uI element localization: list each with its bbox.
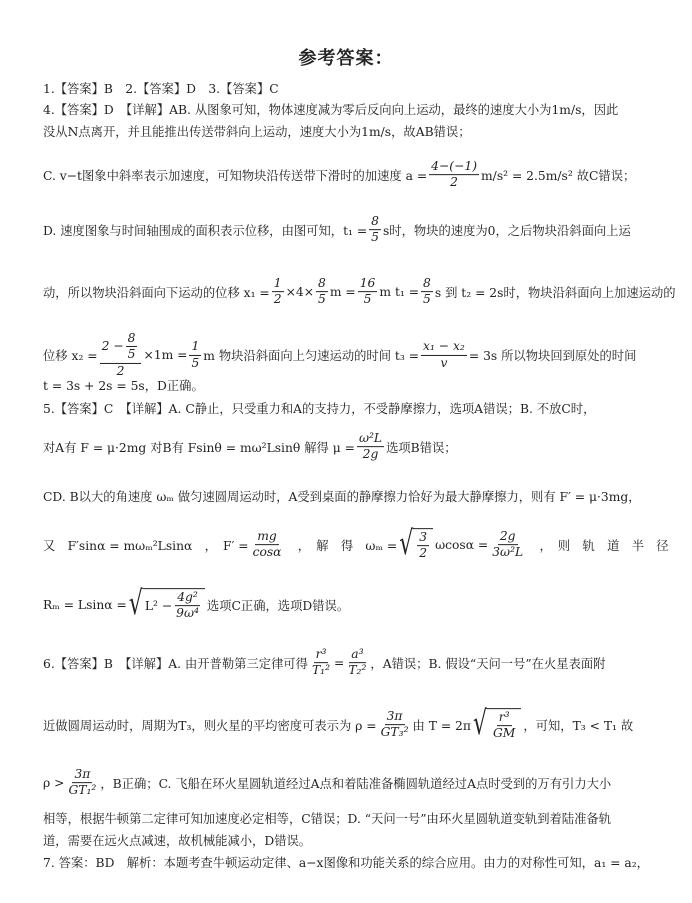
text-run: ， 解 得 ωₘ = bbox=[285, 539, 398, 553]
text-run: ×4× bbox=[285, 285, 315, 299]
fraction bbox=[369, 214, 381, 246]
text-run: 4.【答案】D 【详解】AB. 从图象可知，物体速度减为零后反向向上运动，最终的速度大小为1m/s，因此 bbox=[43, 103, 619, 117]
fraction-numerator bbox=[72, 767, 92, 783]
text-run: GT₃² bbox=[380, 725, 409, 740]
fraction-denominator bbox=[369, 231, 381, 246]
text-run: r³ bbox=[315, 647, 327, 662]
fraction-numerator bbox=[385, 709, 405, 725]
text-line bbox=[43, 376, 204, 394]
text-line bbox=[43, 831, 311, 849]
fraction-denominator bbox=[316, 293, 328, 308]
text-run: 2g bbox=[362, 447, 379, 462]
text-run: ω²L bbox=[358, 431, 383, 446]
text-line bbox=[43, 647, 605, 679]
text-run: 8 bbox=[423, 276, 431, 291]
text-run: 7. 答案：BD 解析：本题考查牛顿运动定律、a−x图像和功能关系的综合应用。由力的对称性可知，a₁ = a₂， bbox=[43, 856, 649, 870]
page-title: 参考答案： bbox=[298, 48, 394, 69]
text-run: 1 bbox=[273, 276, 282, 291]
text-run: 选项B错误； bbox=[386, 441, 457, 455]
text-run: 1.【答案】B 2.【答案】D 3.【答案】C bbox=[43, 82, 279, 96]
text-run: 近做圆周运动时，周期为T₃，则火星的平均密度可表示为 ρ = bbox=[43, 719, 377, 733]
text-run: 5 bbox=[371, 230, 379, 245]
text-run: 5.【答案】C 【详解】A. C静止，只受重力和A的支持力，不受静摩擦力，选项A错误；B. 不放C时， bbox=[43, 402, 596, 416]
text-run: 2 bbox=[419, 546, 428, 561]
fraction-numerator bbox=[357, 431, 384, 447]
text-run: m t₁ = bbox=[379, 285, 420, 299]
text-run: m 物块沿斜面向上匀速运动的时间 t₃ = bbox=[203, 348, 420, 363]
text-line bbox=[43, 79, 279, 97]
fraction bbox=[174, 590, 201, 622]
text-run: CD. B以大的角速度 ωₘ 做匀速圆周运动时，A受到桌面的静摩擦力恰好为最大静摩擦力，则有 F′ = μ·3mg， bbox=[43, 490, 641, 504]
text-line bbox=[43, 159, 635, 191]
fraction-denominator bbox=[379, 726, 411, 741]
fraction-denominator bbox=[448, 176, 460, 191]
fraction bbox=[272, 276, 284, 308]
fraction-numerator bbox=[314, 647, 329, 663]
radicand bbox=[143, 588, 205, 622]
text-run: x₁ − x₂ bbox=[423, 339, 465, 354]
radical-sign-icon: √ bbox=[128, 585, 143, 623]
fraction bbox=[490, 529, 525, 561]
fraction-denominator bbox=[251, 546, 284, 561]
text-run: 4−(−1) bbox=[431, 159, 478, 174]
text-line bbox=[43, 853, 649, 871]
fraction-numerator bbox=[417, 530, 429, 546]
text-run: 2 bbox=[116, 363, 125, 378]
text-line bbox=[43, 276, 676, 308]
fraction bbox=[346, 647, 368, 679]
text-line bbox=[43, 487, 641, 505]
fraction-denominator bbox=[361, 448, 381, 463]
square-root bbox=[472, 705, 521, 743]
text-run: s时，物块的速度为0，之后物块沿斜面向上运 bbox=[382, 224, 631, 238]
fraction-denominator bbox=[174, 607, 201, 622]
fraction-numerator bbox=[189, 339, 201, 355]
fraction-numerator bbox=[429, 159, 479, 175]
text-run: = bbox=[334, 656, 345, 670]
text-run: 2g bbox=[499, 529, 516, 544]
text-run: 9ω⁴ bbox=[176, 606, 199, 621]
text-run: m = bbox=[329, 285, 356, 299]
fraction-denominator bbox=[490, 546, 525, 561]
fraction-denominator bbox=[126, 347, 138, 362]
fraction bbox=[100, 331, 142, 379]
fraction bbox=[358, 276, 378, 308]
text-run: 动，所以物块沿斜面向下运动的位移 x₁ = bbox=[43, 286, 270, 300]
fraction-denominator bbox=[438, 355, 449, 370]
text-run: 由 T = 2π bbox=[412, 719, 471, 733]
text-run: m/s² = 2.5m/s² 故C错误； bbox=[481, 169, 636, 183]
fraction-numerator bbox=[100, 331, 142, 364]
text-line bbox=[43, 100, 618, 118]
text-run: ，可知，T₃ < T₁ 故 bbox=[523, 719, 634, 733]
text-run: 4g² bbox=[177, 590, 198, 605]
radical-sign-icon: √ bbox=[472, 705, 487, 743]
fraction-numerator bbox=[255, 529, 279, 545]
text-run: 2 bbox=[273, 292, 282, 307]
fraction-denominator bbox=[346, 664, 368, 679]
fraction-denominator bbox=[421, 293, 433, 308]
radicand bbox=[413, 528, 433, 562]
text-run: 5 bbox=[318, 292, 326, 307]
fraction bbox=[66, 767, 98, 799]
fraction-numerator bbox=[126, 331, 138, 347]
radicand bbox=[487, 708, 521, 742]
text-run: ρ > bbox=[43, 776, 65, 790]
text-run: 选项C正确，选项D错误。 bbox=[206, 599, 350, 613]
fraction bbox=[316, 276, 328, 308]
text-run: a³ bbox=[351, 647, 364, 662]
fraction-numerator bbox=[421, 339, 467, 355]
text-run: 1 bbox=[191, 339, 200, 354]
text-run: T₂² bbox=[348, 663, 367, 678]
text-line bbox=[43, 585, 350, 623]
fraction bbox=[417, 530, 429, 562]
fraction bbox=[357, 431, 384, 463]
square-root bbox=[399, 525, 433, 563]
fraction-numerator bbox=[497, 710, 512, 726]
text-run: GT₁² bbox=[68, 783, 97, 798]
fraction bbox=[379, 709, 411, 741]
fraction bbox=[189, 339, 201, 371]
text-run: mg bbox=[257, 529, 277, 544]
text-run: 3 bbox=[419, 530, 428, 545]
text-run: ，B正确；C. 飞船在环火星圆轨道经过A点和着陆准备椭圆轨道经过A点时受到的万有引力大小 bbox=[100, 777, 612, 791]
fraction-denominator bbox=[189, 355, 201, 370]
expression bbox=[102, 331, 140, 363]
text-run: 8 bbox=[318, 276, 326, 291]
text-run: ， 则 轨 道 半 径 bbox=[527, 539, 669, 553]
fraction-numerator bbox=[316, 276, 328, 292]
text-run: 5 bbox=[423, 292, 431, 307]
fraction-numerator bbox=[175, 590, 200, 606]
text-run: 道，需要在远火点减速，故机械能减小，D错误。 bbox=[43, 834, 312, 848]
text-run: r³ bbox=[498, 710, 510, 725]
text-run: v bbox=[440, 355, 448, 370]
radical-sign-icon: √ bbox=[399, 525, 414, 563]
text-run: ωcosα = bbox=[435, 538, 489, 552]
fraction bbox=[421, 339, 467, 371]
text-run: 2 bbox=[450, 175, 458, 190]
text-run: 5 bbox=[127, 347, 136, 362]
text-line bbox=[43, 214, 631, 246]
text-line bbox=[43, 399, 595, 417]
text-line bbox=[43, 809, 611, 827]
fraction-numerator bbox=[498, 529, 518, 545]
text-run: 对A有 F = μ·2mg 对B有 Fsinθ = mω²Lsinθ 解得 μ = bbox=[43, 441, 355, 455]
text-run: 相等，根据牛顿第二定律可知加速度必定相等，C错误；D. “天问一号”由环火星圆轨道变轨到着陆准备轨 bbox=[43, 812, 611, 826]
fraction-numerator bbox=[369, 214, 381, 230]
fraction-denominator bbox=[491, 727, 517, 742]
text-run: = 3s 所以物块回到原处的时间 bbox=[468, 348, 637, 363]
text-run: 3π bbox=[386, 709, 403, 724]
fraction-denominator bbox=[272, 293, 284, 308]
text-line bbox=[43, 431, 457, 463]
fraction bbox=[429, 159, 479, 191]
text-run: cosα bbox=[252, 545, 282, 560]
text-line bbox=[43, 331, 636, 379]
fraction-denominator bbox=[310, 664, 332, 679]
text-run: 5 bbox=[363, 292, 372, 307]
text-run: 位移 x₂ = bbox=[43, 348, 98, 363]
fraction-numerator bbox=[272, 276, 284, 292]
text-run: 3π bbox=[74, 767, 91, 782]
text-run: 又 F′sinα = mωₘ²Lsinα ， F′ = bbox=[43, 539, 249, 553]
text-run: 6.【答案】B 【详解】A. 由开普勒第三定律可得 bbox=[43, 657, 308, 671]
fraction bbox=[251, 529, 284, 561]
fraction bbox=[126, 331, 138, 363]
text-run: T₁² bbox=[311, 663, 331, 678]
text-run: 3ω²L bbox=[492, 545, 524, 560]
text-run: s 到 t₂ = 2s时，物块沿斜面向上加速运动的 bbox=[434, 286, 676, 300]
text-line bbox=[43, 767, 611, 799]
text-run: C. v−t图象中斜率表示加速度，可知物块沿传送带下滑时的加速度 a = bbox=[43, 169, 428, 183]
text-line bbox=[43, 122, 471, 140]
text-run: GM bbox=[492, 726, 516, 741]
text-run: D. 速度图象与时间轴围成的面积表示位移，由图可知，t₁ = bbox=[43, 224, 368, 238]
text-run: L² − bbox=[144, 599, 173, 613]
text-run: 16 bbox=[359, 276, 376, 291]
text-run: Rₘ = Lsinα = bbox=[43, 598, 127, 612]
text-run: 8 bbox=[127, 330, 136, 345]
text-run: ，A错误；B. 假设“天问一号”在火星表面附 bbox=[370, 657, 606, 671]
fraction bbox=[421, 276, 433, 308]
fraction bbox=[491, 710, 517, 742]
fraction-denominator bbox=[362, 293, 374, 308]
text-line bbox=[43, 525, 669, 563]
fraction-denominator bbox=[417, 547, 429, 562]
text-run: t = 3s + 2s = 5s，D正确。 bbox=[43, 379, 204, 393]
text-run: ×1m = bbox=[143, 347, 188, 362]
text-run: 5 bbox=[191, 355, 200, 370]
text-run: 8 bbox=[371, 214, 379, 229]
fraction-numerator bbox=[349, 647, 365, 663]
fraction bbox=[310, 647, 332, 679]
text-run: 2 − bbox=[101, 339, 124, 354]
square-root bbox=[128, 585, 205, 623]
fraction-denominator bbox=[66, 784, 98, 799]
fraction-numerator bbox=[358, 276, 378, 292]
text-line bbox=[43, 705, 634, 743]
fraction-numerator bbox=[421, 276, 433, 292]
text-run: 没从N点离开，并且能推出传送带斜向上运动，速度大小为1m/s，故AB错误； bbox=[43, 125, 471, 139]
